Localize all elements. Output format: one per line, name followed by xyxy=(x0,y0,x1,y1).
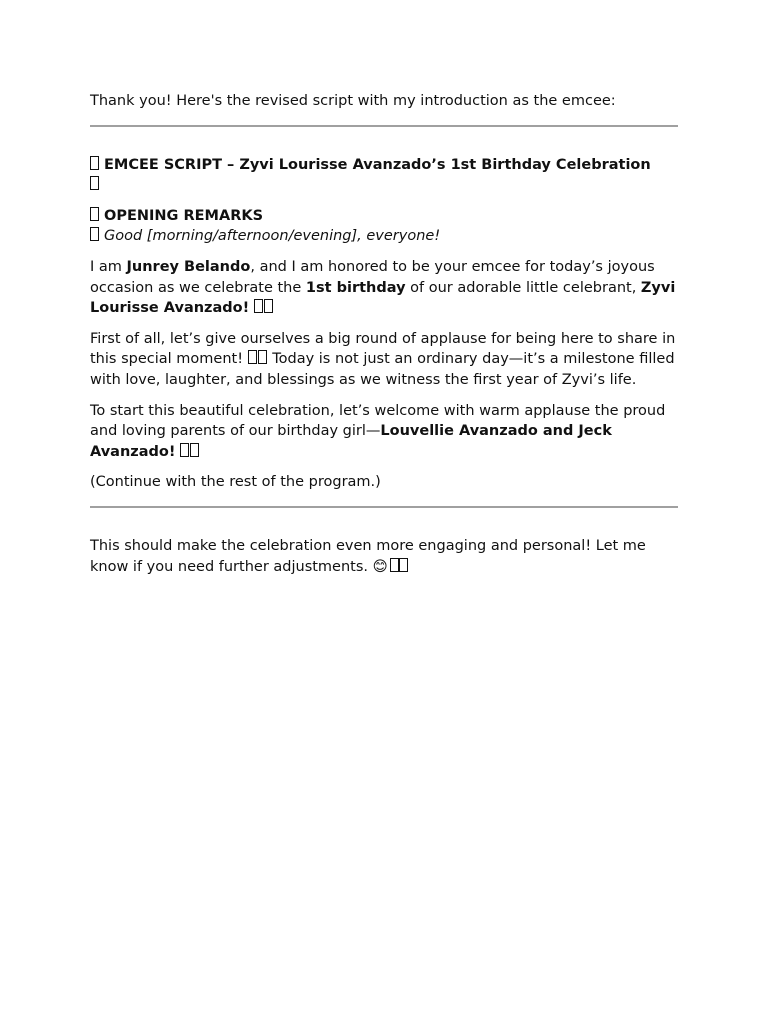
intro-text: Thank you! Here's the revised script with my introduction as the emcee: xyxy=(90,93,616,109)
missing-glyph-icon xyxy=(90,207,99,221)
missing-glyph-icon xyxy=(190,443,199,457)
para3-text-1: To start this beautiful celebration, let’s welcome with warm applause the proud and loving parents of our birthday girl— xyxy=(90,402,666,440)
divider-top xyxy=(90,125,678,127)
first-birthday-text: 1st birthday xyxy=(305,279,406,296)
continue-note: (Continue with the rest of the program.) xyxy=(90,474,381,491)
emcee-name: Junrey Belando xyxy=(126,258,251,275)
paragraph-applause xyxy=(90,329,680,391)
missing-glyph-icon xyxy=(90,156,99,170)
opening-remarks-section xyxy=(90,206,680,247)
greeting-text: Good [morning/afternoon/evening], everyone! xyxy=(104,228,441,245)
missing-glyph-icon xyxy=(264,299,273,313)
celebrant-name: Zyvi Lourisse Avanzado! xyxy=(90,279,676,317)
closing-text xyxy=(90,536,680,577)
para2-text-2: Today is not just an ordinary day—it’s a milestone filled with love, laughter, and blessings as we witness the first year of Zyvi’s life. xyxy=(90,351,675,388)
opening-heading-line xyxy=(90,206,680,227)
paragraph-parents xyxy=(90,401,680,463)
smile-emoji-icon: 😊 xyxy=(372,558,388,575)
missing-glyph-icon xyxy=(390,558,399,572)
parents-names: Louvellie Avanzado and Jeck Avanzado! xyxy=(90,423,612,460)
missing-glyph-icon xyxy=(399,558,408,572)
script-title-text: EMCEE SCRIPT – Zyvi Lourisse Avanzado’s 1st Birthday Celebration xyxy=(104,156,651,173)
script-title xyxy=(90,155,680,196)
missing-glyph-icon xyxy=(258,350,267,364)
para1-text-1: I am xyxy=(90,258,127,275)
closing-sentence: This should make the celebration even more engaging and personal! Let me know if you need further adjustments. xyxy=(90,537,646,575)
para1-text-2: , and I am honored to be your emcee for today’s joyous occasion as we celebrate the xyxy=(90,258,655,296)
missing-glyph-icon xyxy=(90,176,99,190)
missing-glyph-icon xyxy=(248,350,257,364)
paragraph-introduction xyxy=(90,257,680,319)
para2-text-1: First of all, let’s give ourselves a big round of applause for being here to share in this special moment! xyxy=(90,330,676,368)
missing-glyph-icon xyxy=(254,299,263,313)
opening-heading: OPENING REMARKS xyxy=(104,207,264,224)
missing-glyph-icon xyxy=(90,227,99,241)
greeting-line xyxy=(90,226,680,247)
missing-glyph-icon xyxy=(180,443,189,457)
para1-text-3: of our adorable little celebrant, xyxy=(405,279,641,296)
divider-bottom xyxy=(90,506,678,508)
document-page xyxy=(90,91,680,577)
